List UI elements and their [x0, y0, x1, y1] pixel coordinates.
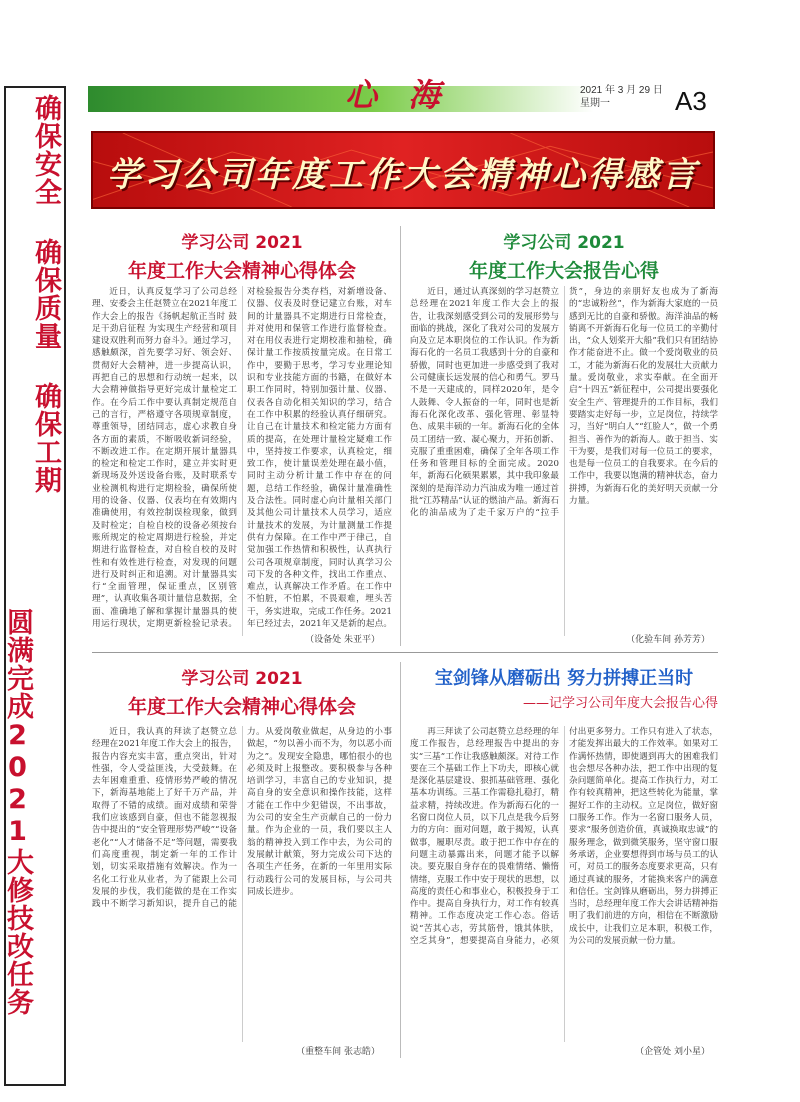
article3-title-line2: 年度工作大会精神心得体会: [127, 696, 356, 718]
article1-body: 近日，认真反复学习了公司总经理、安委会主任赵赞立在2021年度工作大会上的报告《扬帆起航正当时 鼓足干劲启征程 为实现生产经营和项目建设双胜利而努力奋斗》。通过学习，感触颇深，首先要学习好、领会好、贯彻好大会精神，进一步提高认识，再把自己的思想和行动统一起来，以大会精神做指导更好完成计量检定工作。在今后工作中要认真制定规范自己的言行，严格遵守各项规章制度，尊重领导，团结同志，虚心求教自身各方面的素质，不断吸收新词经验，不断改进工作。在定期开展计量器具的检定和检定工作时，建立并实时更新现场及外送设备台账，及时联系专业检测机构进行定期检验，确保所使用的设备、仪器、仪表均在有效期内准确使用，有效控制误检现象，做到及时检定；自检自校的设备必须按台账所规定的检定周期进行检验，并定期进行监督检查，对自检自校的及时性和有效性进行检查，对发现的问题进行及时纠正和追溯。对计量器具实行“全面管理，保证重点，区别管理”，认真收集各项计量信息数据，全面、准确地了解和掌握计量器具的使用运行现状，定期更新检验记录表。对检验报告分类存档，对新增设备、仪器、仪表及时登记建立台账，对车间的计量器具不定期进行日常检查，并对使用和保管工作进行监督检查。对在用仪表进行定期校准和抽检，确保计量工作按质按量完成。在日常工作中，要勤于思考，学习专业理论知识和专业技能方面的书籍，在做好本职工作同时，特别加强计量、仪器、仪表各自动化相关知识的学习，结合在工作中积累的经验认真仔细研究。让自己在计量技术和检定能力方面有质的提高，在处理计量检定疑难工作中，坚持按工作要求，认真检定，细致工作，使计量误差处理在最小值，同时主动分析计量工作中存在的问题，总结工作经验，确保计量准确性及合法性。同时虚心向计量相关部门及其他公司计量技术人员学习，适应计量技术的发展，为计量测量工作提供有力保障。在工作中严于律己，自觉加强工作热情和积极性，认真执行公司各项规章制度，同时认真学习公司下发的各种文件，找出工作重点、难点，认真解决工作矛盾。在工作中不怕脏，不怕累，不畏艰难，埋头苦干，务实进取，完成工作任务。2021年已经过去，2021年又是新的起点。: [92, 287, 392, 630]
article4-author: （企管处 刘小星）: [635, 1047, 710, 1057]
article1-title-line1: 学习公司 2021: [181, 233, 303, 253]
slogan-box: [4, 86, 66, 1086]
article3-title-line1: 学习公司 2021: [181, 669, 303, 689]
section-banner: [91, 131, 715, 209]
section-divider: [92, 652, 718, 653]
article4-title: 宝剑锋从磨砺出 努力拼搏正当时: [434, 668, 694, 689]
article1-title-line2: 年度工作大会精神心得体会: [127, 260, 356, 282]
weekday-text: 星期一: [580, 98, 610, 109]
article3-author: （重整车间 张志皓）: [296, 1047, 380, 1057]
column-divider: [400, 226, 401, 646]
issue-date: [580, 84, 663, 110]
newspaper-logo: 心 海: [345, 76, 451, 114]
page-number: A3: [675, 86, 707, 116]
slogan-line-2: 圆满完成2021大修技改任务: [2, 608, 33, 1016]
article2-body: 近日，通过认真深刻的学习赵赞立总经理在2021年度工作大会上的报告，让我深刻感受到公司的发展形势与面临的挑战，深化了我对公司的发展方向及立足本职岗位的工作认识。作为新海石化的一名员工我感到十分的自豪和骄傲，同时也更加进一步感受到了我对公司健康长远发展的信心和勇气。罗马不是一天建成的，同样2020年，是令人鼓舞、令人振奋的一年，同时也是新海石化深化改革、强化管理、彰显特色、成果丰硕的一年。新海石化的全体员工团结一致、凝心聚力，开拓创新、克服了重重困难，确保了全年各项工作任务和管理目标的全面完成。2020年，新海石化硕果累累，其中我印象最深刻的是海洋动力汽油成为唯一通过首批“江苏精品”认证的燃油产品。新海石化的油品成为了走千家万户的“拉手货”，身边的亲朋好友也成为了新海的“忠诚粉丝”，作为新海大家庭的一员感到无比的自豪和骄傲。海洋油品的畅销离不开新海石化每一位员工的辛勤付出，“众人划桨开大船”我们只有团结协作才能奋进不止。做一个爱岗敬业的员工，才能为新海石化的发展壮大贡献力量。爱岗敬业，求实奉献。在全面开启“十四五”新征程中，公司提出要强化安全生产、管理提升的工作目标，我们要踏实走好每一步，立足岗位，持续学习，当好“明白人”“红脸人”，做一个勇担当、善作为的新海人。敢于担当、实干为要，是我们对每一位员工的要求，也是每一位员工的自我要求。在今后的工作中，我要以饱满的精神状态，奋力拼搏，为新海石化的美好明天贡献一分力量。: [410, 287, 718, 519]
article2-title-line1: 学习公司 2021: [503, 233, 625, 253]
article1-author: （设备处 朱亚平）: [305, 635, 380, 645]
column-divider-2: [400, 662, 401, 1058]
date-text: 2021 年 3 月 29 日: [580, 85, 663, 96]
article4-body: 再三拜读了公司赵赞立总经理的年度工作报告，总经理报告中提出的夯实“三基”工作让我感触颇深。对待工作要在三个基础工作上下功夫，即核心就是深化基层建设、狠抓基础管理、强化基本功训练。三基工作需稳扎稳打，精益求精，持续改进。作为新海石化的一名窗口岗位人员，以下几点是我今后努力的方向：面对问题，敢于揭短，认真做事，履职尽责。敢于把工作中存在的问题主动暴露出来，问题才能予以解决。要克服自身存在的畏难情绪、懒惰情绪，克服工作中安于现状的思想，以高度的责任心和事业心，积极投身于工作中。提高自身执行力，对工作有较真精神。工作态度决定工作心态。俗话说“苦其心志，劳其筋骨，饿其体肤，空乏其身”，想要提高自身能力，必须付出更多努力。工作只有进入了状态，才能发挥出最大的工作效率。如果对工作满怀热情，即使遇到再大的困难我们也会想尽各种办法，把工作中出现的复杂问题简单化。提高工作执行力，对工作有较真精神，把这些转化为能量，掌握好工作的主动权。立足岗位，做好窗口服务工作。作为一名窗口服务人员，要求“服务创造价值，真诚换取忠诚”的服务理念，做到微笑服务，坚守窗口服务承诺，企业要想得到市场与员工的认可，对员工的服务态度要求更高，只有通过真诚的服务，才能换来客户的满意和信任。宝剑锋从磨砺出，努力拼搏正当时，总经理年度工作大会讲话精神指明了我们前进的方向，相信在不断激励成长中，让我们立足本职，积极工作，为公司的发展贡献一份力量。: [410, 727, 718, 947]
banner-title: 学习公司年度工作大会精神心得感言: [107, 155, 699, 195]
article2-title-line2: 年度工作大会报告心得: [468, 260, 659, 282]
article2-author: （化验车间 孙芳芳）: [626, 635, 710, 645]
article3-body: 近日，我认真的拜读了赵赞立总经理在2021年度工作大会上的报告，报告内容充实丰富，重点突出，针对性强，令人受益匪浅，大受鼓舞。在去年困难重重、疫情形势严峻的情况下，新海基地能上了好千万产品，并取得了不错的成绩。面对成绩和荣誉我们应该感到自豪，但也不能忽视报告中提出的“安全管理形势严峻”“设备老化”“人才储备不足”等问题，需要我们高度重视，制定新一年的工作计划，切实采取措施有效解决。作为一名化工行业从业者，为了能跟上公司发展的步伐，我们能做的是在工作实践中不断学习新知识，提升自己的能力。从爱岗敬业做起，从身边的小事做起，“勿以善小而不为，勿以恶小而为之”。发现安全隐患，哪怕很小的也必须及时上报整改。要积极参与各种培训学习，丰富自己的专业知识，提高自身的安全意识和操作技能，这样才能在工作中少犯错误，不出事故，为公司的安全生产贡献自己的一份力量。作为企业的一员，我们要以主人翁的精神投入到工作中去，为公司的发展献计献策，努力完成公司下达的各项生产任务，在新的一年里用实际行动践行公司的发展目标，与公司共同成长进步。: [92, 727, 392, 910]
article4-subtitle: ——记学习公司年度大会报告心得: [522, 696, 718, 711]
slogan-line-1: 确保安全 确保质量 确保工期: [30, 94, 61, 494]
